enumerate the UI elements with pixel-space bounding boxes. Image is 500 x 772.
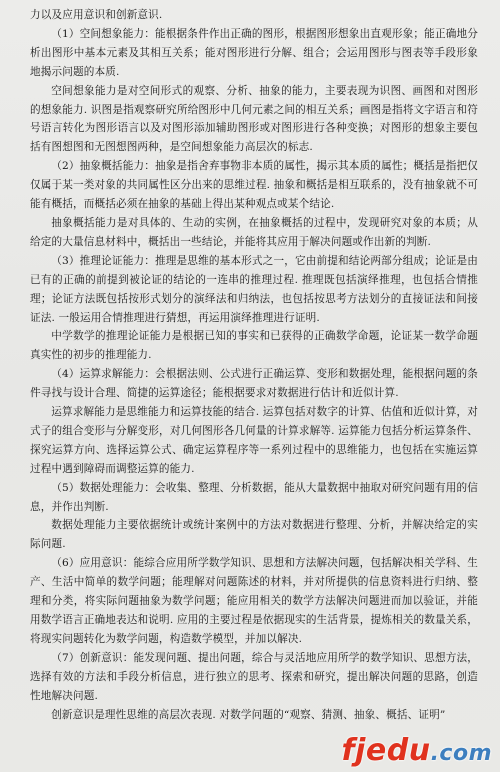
- paragraph-computation: （4）运算求解能力：会根据法则、公式进行正确运算、变形和数据处理，能根据问题的条件寻找与设计合理、简捷的运算途径；能根据要求对数据进行估计和近似计算.: [30, 368, 478, 400]
- paragraph-abstraction-detail: 抽象概括能力是对具体的、生动的实例，在抽象概括的过程中，发现研究对象的本质；从给定的大量信息材料中，概括出一些结论，并能将其应用于解决问题或作出新的判断.: [30, 216, 478, 248]
- paragraph-innovation: （7）创新意识：能发现问题、提出问题，综合与灵活地应用所学的数学知识、思想方法，选择有效的方法和手段分析信息，进行独立的思考、探索和研究，提出解决问题的思路，创造性地解决问题.: [30, 651, 478, 702]
- watermark-main: fjedu: [341, 733, 431, 768]
- paragraph-innovation-detail: 创新意识是理性思维的高层次表现. 对数学问题的“观察、猜测、抽象、概括、证明”: [51, 708, 446, 721]
- body-text: [30, 6, 478, 724]
- paragraph-data-processing-detail: 数据处理能力主要依据统计或统计案例中的方法对数据进行整理、分析，并解决给定的实际问题.: [30, 519, 478, 551]
- paragraph-computation-detail: 运算求解能力是思维能力和运算技能的结合. 运算包括对数字的计算、估值和近似计算，对式子的组合变形与分解变形，对几何图形各几何量的计算求解等. 运算能力包括分析运算条件、探究运算方向、选择运算公式、确定运算程序等一系列过程中的思维能力，也包括在实施运算过程中遇到障碍而调整运算的能力.: [30, 406, 478, 475]
- paragraph-data-processing: （5）数据处理能力：会收集、整理、分析数据，能从大量数据中抽取对研究问题有用的信息，并作出判断.: [30, 481, 478, 513]
- paragraph-spatial-imagination-detail: 空间想象能力是对空间形式的观察、分析、抽象的能力，主要表现为识图、画图和对图形的想象能力. 识图是指观察研究所给图形中几何元素之间的相互关系；画图是指将文字语言和符号语言转化为图形语言以及对图形添加辅助图形或对图形进行各种变换；对图形的想象主要包括有图想图和无图想图两种，是空间想象能力高层次的标志.: [30, 84, 478, 154]
- site-watermark: [342, 733, 492, 768]
- paragraph-intro-tail: 力以及应用意识和创新意识.: [30, 9, 163, 21]
- paragraph-reasoning-detail: 中学数学的推理论证能力是根据已知的事实和已获得的正确数学命题，论证某一数学命题真实性的初步的推理能力.: [30, 330, 478, 362]
- paragraph-reasoning: （3）推理论证能力：推理是思维的基本形式之一，它由前提和结论两部分组成；论证是由已有的正确的前提到被论证的结论的一连串的推理过程. 推理既包括演绎推理，也包括合情推理；论证方法既包括按形式划分的演绎法和归纳法，也包括按思考方法划分的直接证法和间接证法. 一般运用合情推理进行猜想，再运用演绎推理进行证明.: [30, 254, 478, 324]
- paragraph-application: （6）应用意识：能综合应用所学数学知识、思想和方法解决问题，包括解决相关学科、生产、生活中简单的数学问题；能理解对问题陈述的材料，并对所提供的信息资料进行归纳、整理和分类，将实际问题抽象为数学问题；能应用相关的数学方法解决问题进而加以验证，并能用数学语言正确地表达和说明. 应用的主要过程是依据现实的生活背景，提炼相关的数量关系，将现实问题转化为数学问题，构造数学模型，并加以解决.: [30, 557, 478, 645]
- paragraph-spatial-imagination: （1）空间想象能力：能根据条件作出正确的图形，根据图形想象出直观形象；能正确地分析出图形中基本元素及其相互关系；能对图形进行分解、组合；会运用图形与图表等手段形象地揭示问题的本质.: [30, 27, 478, 78]
- watermark-suffix: .com: [430, 741, 492, 766]
- paragraph-abstraction: （2）抽象概括能力：抽象是指舍弃事物非本质的属性，揭示其本质的属性；概括是指把仅仅属于某一类对象的共同属性区分出来的思维过程. 抽象和概括是相互联系的，没有抽象就不可能有概括，而概括必须在抽象的基础上得出某种观点或某个结论.: [30, 160, 478, 211]
